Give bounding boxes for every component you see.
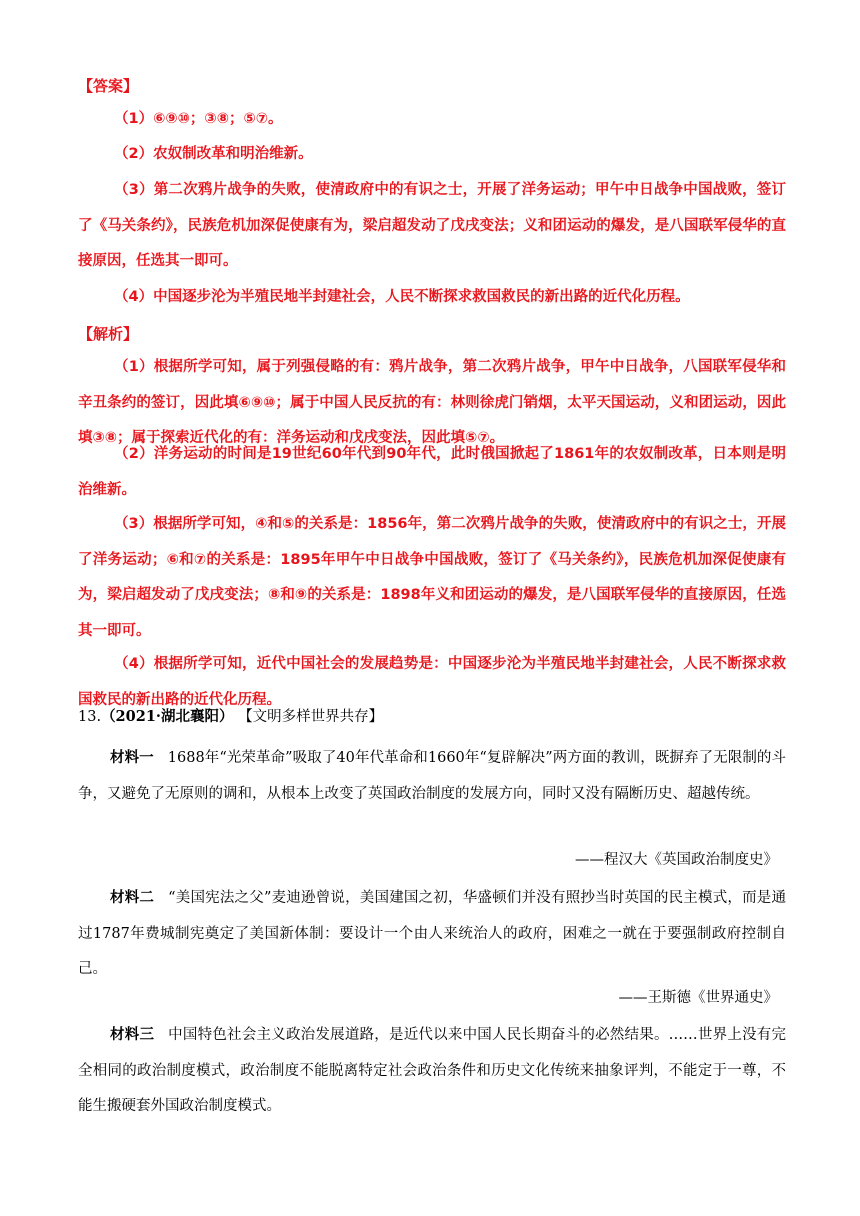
material-1-label: 材料一 bbox=[110, 749, 154, 766]
answer-item-3: （3）第二次鸦片战争的失败，使清政府中的有识之士，开展了洋务运动；甲午中日战争中国战败，签订了《马关条约》，民族危机加深促使康有为，梁启超发动了戊戌变法；义和团运动的爆发，是八国联军侵华的直接原因，任选其一即可。 bbox=[78, 182, 786, 269]
analysis-heading: 【解析】 bbox=[78, 325, 139, 343]
answer-item-2: （2）农奴制改革和明治维新。 bbox=[114, 146, 313, 162]
question-topic: 【文明多样世界共存】 bbox=[238, 709, 384, 725]
answer-heading: 【答案】 bbox=[78, 77, 139, 95]
analysis-item-1: （1）根据所学可知，属于列强侵略的有：鸦片战争，第二次鸦片战争，甲午中日战争，八国联军侵华和辛丑条约的签订，因此填⑥⑨⑩；属于中国人民反抗的有：林则徐虎门销烟，太平天国运动，义和团运动，因此填③⑧；属于探索近代化的有：洋务运动和戊戌变法，因此填⑤⑦。 bbox=[78, 359, 786, 446]
material-3 bbox=[78, 1017, 786, 1125]
material-1-text: 1688年“光荣革命”吸取了40年代革命和1660年“复辟解决”两方面的教训，既摒弃了无限制的斗争，又避免了无原则的调和，从根本上改变了英国政治制度的发展方向，同时又没有隔断历史、超越传统。 bbox=[78, 750, 787, 802]
answer-item-4: （4）中国逐步沦为半殖民地半封建社会，人民不断探求救国救民的新出路的近代化历程。 bbox=[114, 289, 690, 305]
material-2-citation: ——王斯德《世界通史》 bbox=[618, 990, 778, 1006]
material-2 bbox=[78, 880, 786, 988]
question-number: 13. bbox=[78, 709, 102, 725]
material-2-text: “美国宪法之父”麦迪逊曾说，美国建国之初，华盛顿们并没有照抄当时英国的民主模式，而是通过1787年费城制宪奠定了美国新体制：要设计一个由人来统治人的政府，困难之一就在于要强制政府控制自己。 bbox=[78, 890, 787, 977]
analysis-item-2: （2）洋务运动的时间是19世纪60年代到90年代，此时俄国掀起了1861年的农奴制改革，日本则是明治维新。 bbox=[78, 446, 786, 498]
material-3-text: 中国特色社会主义政治发展道路，是近代以来中国人民长期奋斗的必然结果。……世界上没有完全相同的政治制度模式，政治制度不能脱离特定社会政治条件和历史文化传统来抽象评判，不能定于一尊，不能生搬硬套外国政治制度模式。 bbox=[78, 1027, 787, 1114]
analysis-item-4: （4）根据所学可知，近代中国社会的发展趋势是：中国逐步沦为半殖民地半封建社会，人民不断探求救国救民的新出路的近代化历程。 bbox=[78, 656, 786, 708]
question-source: （2021·湖北襄阳） bbox=[101, 708, 234, 725]
question-header bbox=[78, 705, 786, 729]
material-2-label: 材料二 bbox=[110, 889, 155, 906]
analysis-item-3: （3）根据所学可知，④和⑤的关系是：1856年，第二次鸦片战争的失败，使清政府中的有识之士，开展了洋务运动；⑥和⑦的关系是：1895年甲午中日战争中国战败，签订了《马关条约》，民族危机加深促使康有为，梁启超发动了戊戌变法；⑧和⑨的关系是：1898年义和团运动的爆发，是八国联军侵华的直接原因，任选其一即可。 bbox=[78, 516, 786, 639]
material-1-citation: ——程汉大《英国政治制度史》 bbox=[575, 852, 778, 868]
material-1 bbox=[78, 740, 786, 812]
answer-item-1: （1）⑥⑨⑩；③⑧；⑤⑦。 bbox=[114, 111, 283, 127]
material-3-label: 材料三 bbox=[110, 1026, 155, 1043]
